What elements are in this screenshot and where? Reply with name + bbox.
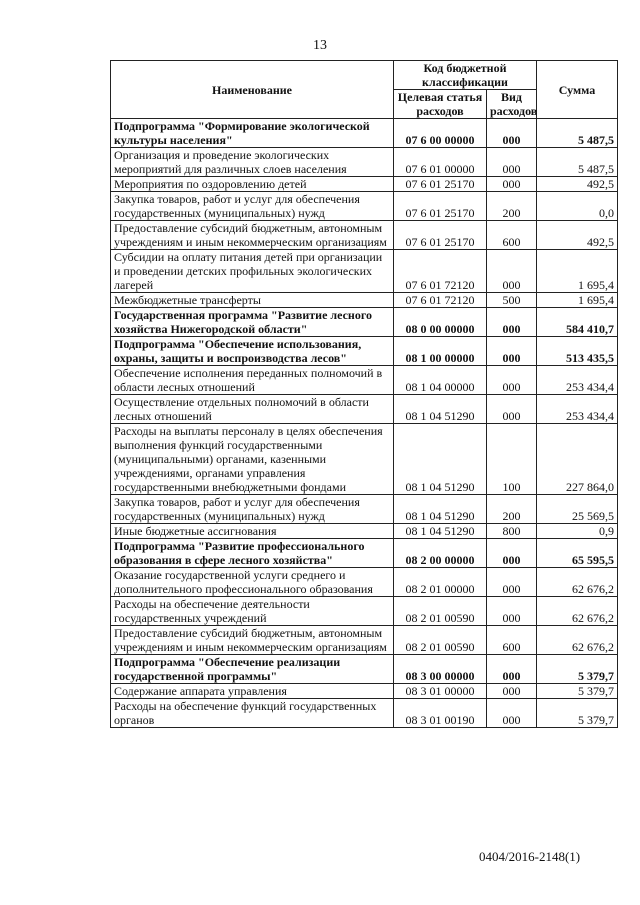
cell-sum: 62 676,2 xyxy=(537,597,618,626)
document-number: 0404/2016-2148(1) xyxy=(479,849,581,864)
table-row xyxy=(111,626,618,655)
cell-code: 08 1 04 00000 xyxy=(394,366,487,395)
cell-type: 000 xyxy=(487,539,537,568)
table-row xyxy=(111,293,618,308)
cell-sum: 0,0 xyxy=(537,192,618,221)
cell-name: Содержание аппарата управления xyxy=(111,684,394,699)
header-sum: Сумма xyxy=(537,61,618,119)
table-row xyxy=(111,655,618,684)
cell-code: 08 3 00 00000 xyxy=(394,655,487,684)
cell-type: 600 xyxy=(487,221,537,250)
cell-sum: 1 695,4 xyxy=(537,250,618,293)
cell-code: 08 0 00 00000 xyxy=(394,308,487,337)
cell-sum: 253 434,4 xyxy=(537,395,618,424)
cell-name: Расходы на обеспечение функций государственных органов xyxy=(111,699,394,728)
cell-code: 08 1 04 51290 xyxy=(394,395,487,424)
cell-name: Организация и проведение экологических мероприятий для различных слоев населения xyxy=(111,148,394,177)
budget-table xyxy=(110,60,618,728)
cell-name: Предоставление субсидий бюджетным, автономным учреждениям и иным некоммерческим организациям xyxy=(111,221,394,250)
cell-sum: 62 676,2 xyxy=(537,626,618,655)
cell-sum: 25 569,5 xyxy=(537,495,618,524)
table-row xyxy=(111,119,618,148)
cell-name: Подпрограмма "Обеспечение реализации государственной программы" xyxy=(111,655,394,684)
cell-sum: 253 434,4 xyxy=(537,366,618,395)
table-row xyxy=(111,495,618,524)
cell-code: 07 6 00 00000 xyxy=(394,119,487,148)
cell-name: Расходы на обеспечение деятельности государственных учреждений xyxy=(111,597,394,626)
header-target: Целевая статья расходов xyxy=(394,90,487,119)
cell-code: 08 1 04 51290 xyxy=(394,424,487,495)
cell-type: 200 xyxy=(487,495,537,524)
cell-name: Субсидии на оплату питания детей при организации и проведении детских профильных экологических лагерей xyxy=(111,250,394,293)
cell-code: 07 6 01 25170 xyxy=(394,192,487,221)
cell-name: Подпрограмма "Обеспечение использования, охраны, защиты и воспроизводства лесов" xyxy=(111,337,394,366)
cell-sum: 492,5 xyxy=(537,177,618,192)
table-row xyxy=(111,699,618,728)
cell-code: 08 1 00 00000 xyxy=(394,337,487,366)
cell-type: 800 xyxy=(487,524,537,539)
cell-sum: 65 595,5 xyxy=(537,539,618,568)
cell-sum: 5 379,7 xyxy=(537,684,618,699)
cell-type: 000 xyxy=(487,699,537,728)
table-row xyxy=(111,568,618,597)
cell-type: 000 xyxy=(487,366,537,395)
cell-code: 07 6 01 25170 xyxy=(394,221,487,250)
cell-name: Закупка товаров, работ и услуг для обеспечения государственных (муниципальных) нужд xyxy=(111,192,394,221)
cell-type: 000 xyxy=(487,119,537,148)
cell-code: 08 3 01 00000 xyxy=(394,684,487,699)
cell-name: Межбюджетные трансферты xyxy=(111,293,394,308)
cell-code: 07 6 01 25170 xyxy=(394,177,487,192)
table-row xyxy=(111,337,618,366)
page-number: 13 xyxy=(313,38,327,53)
cell-name: Расходы на выплаты персоналу в целях обеспечения выполнения функций государственными (муниципальными) органами, казенными учреждениями, органами управления государственными внебюджетными фондами xyxy=(111,424,394,495)
cell-name: Государственная программа "Развитие лесного хозяйства Нижегородской области" xyxy=(111,308,394,337)
header-type: Вид расходов xyxy=(487,90,537,119)
cell-type: 000 xyxy=(487,684,537,699)
cell-type: 000 xyxy=(487,148,537,177)
cell-type: 000 xyxy=(487,655,537,684)
cell-type: 000 xyxy=(487,395,537,424)
cell-type: 000 xyxy=(487,337,537,366)
cell-sum: 584 410,7 xyxy=(537,308,618,337)
cell-type: 000 xyxy=(487,308,537,337)
table-row xyxy=(111,684,618,699)
table-row xyxy=(111,395,618,424)
cell-code: 07 6 01 00000 xyxy=(394,148,487,177)
header-name: Наименование xyxy=(111,61,394,119)
cell-sum: 492,5 xyxy=(537,221,618,250)
cell-code: 08 1 04 51290 xyxy=(394,495,487,524)
cell-code: 08 2 01 00000 xyxy=(394,568,487,597)
cell-code: 08 1 04 51290 xyxy=(394,524,487,539)
cell-type: 000 xyxy=(487,177,537,192)
cell-name: Закупка товаров, работ и услуг для обеспечения государственных (муниципальных) нужд xyxy=(111,495,394,524)
cell-sum: 5 379,7 xyxy=(537,699,618,728)
cell-sum: 5 379,7 xyxy=(537,655,618,684)
table-row xyxy=(111,221,618,250)
cell-type: 200 xyxy=(487,192,537,221)
cell-code: 07 6 01 72120 xyxy=(394,250,487,293)
table-row xyxy=(111,192,618,221)
cell-sum: 1 695,4 xyxy=(537,293,618,308)
cell-type: 000 xyxy=(487,597,537,626)
cell-sum: 227 864,0 xyxy=(537,424,618,495)
cell-code: 08 3 01 00190 xyxy=(394,699,487,728)
table-row xyxy=(111,308,618,337)
cell-type: 600 xyxy=(487,626,537,655)
cell-name: Осуществление отдельных полномочий в области лесных отношений xyxy=(111,395,394,424)
cell-code: 07 6 01 72120 xyxy=(394,293,487,308)
cell-name: Подпрограмма "Формирование экологической культуры населения" xyxy=(111,119,394,148)
cell-type: 500 xyxy=(487,293,537,308)
table-row xyxy=(111,250,618,293)
header-kbk: Код бюджетной классификации xyxy=(394,61,537,90)
cell-type: 000 xyxy=(487,568,537,597)
cell-type: 100 xyxy=(487,424,537,495)
cell-type: 000 xyxy=(487,250,537,293)
table-body xyxy=(111,119,618,728)
cell-sum: 62 676,2 xyxy=(537,568,618,597)
cell-name: Предоставление субсидий бюджетным, автономным учреждениям и иным некоммерческим организациям xyxy=(111,626,394,655)
cell-code: 08 2 01 00590 xyxy=(394,626,487,655)
cell-name: Иные бюджетные ассигнования xyxy=(111,524,394,539)
table-row xyxy=(111,539,618,568)
cell-name: Оказание государственной услуги среднего и дополнительного профессионального образования xyxy=(111,568,394,597)
table-row xyxy=(111,366,618,395)
table-row xyxy=(111,597,618,626)
cell-sum: 5 487,5 xyxy=(537,119,618,148)
table-row xyxy=(111,424,618,495)
table-row xyxy=(111,148,618,177)
cell-sum: 0,9 xyxy=(537,524,618,539)
cell-name: Обеспечение исполнения переданных полномочий в области лесных отношений xyxy=(111,366,394,395)
cell-sum: 5 487,5 xyxy=(537,148,618,177)
cell-code: 08 2 01 00590 xyxy=(394,597,487,626)
cell-sum: 513 435,5 xyxy=(537,337,618,366)
table-row xyxy=(111,177,618,192)
cell-name: Мероприятия по оздоровлению детей xyxy=(111,177,394,192)
cell-name: Подпрограмма "Развитие профессионального образования в сфере лесного хозяйства" xyxy=(111,539,394,568)
cell-code: 08 2 00 00000 xyxy=(394,539,487,568)
table-row xyxy=(111,524,618,539)
header-row xyxy=(111,61,618,90)
